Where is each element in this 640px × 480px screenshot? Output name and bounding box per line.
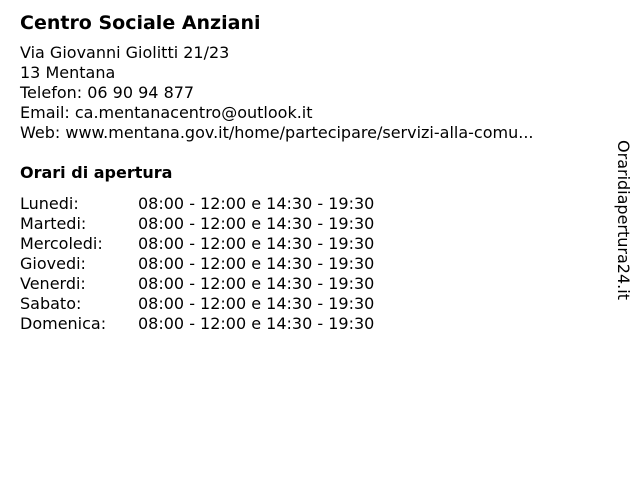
place-title: Centro Sociale Anziani — [20, 12, 261, 34]
phone-line: Telefon: 06 90 94 877 — [20, 83, 195, 102]
city-line: 13 Mentana — [20, 63, 116, 82]
site-watermark: Oraridiapertura24.it — [614, 140, 633, 300]
day-label: Giovedi: — [20, 254, 86, 273]
time-range: 08:00 - 12:00 e 14:30 - 19:30 — [138, 254, 375, 273]
day-label: Mercoledi: — [20, 234, 103, 253]
time-range: 08:00 - 12:00 e 14:30 - 19:30 — [138, 274, 375, 293]
hours-heading: Orari di apertura — [20, 163, 173, 182]
day-label: Lunedi: — [20, 194, 79, 213]
email-line: Email: ca.mentanacentro@outlook.it — [20, 103, 313, 122]
address-line: Via Giovanni Giolitti 21/23 — [20, 43, 230, 62]
day-label: Domenica: — [20, 314, 107, 333]
time-range: 08:00 - 12:00 e 14:30 - 19:30 — [138, 234, 375, 253]
website-line: Web: www.mentana.gov.it/home/partecipare/servizi-alla-comu... — [20, 123, 534, 142]
time-range: 08:00 - 12:00 e 14:30 - 19:30 — [138, 214, 375, 233]
time-range: 08:00 - 12:00 e 14:30 - 19:30 — [138, 314, 375, 333]
time-range: 08:00 - 12:00 e 14:30 - 19:30 — [138, 294, 375, 313]
day-label: Sabato: — [20, 294, 82, 313]
contact-info — [20, 43, 533, 143]
time-range: 08:00 - 12:00 e 14:30 - 19:30 — [138, 194, 375, 213]
day-label: Martedi: — [20, 214, 87, 233]
day-label: Venerdi: — [20, 274, 86, 293]
